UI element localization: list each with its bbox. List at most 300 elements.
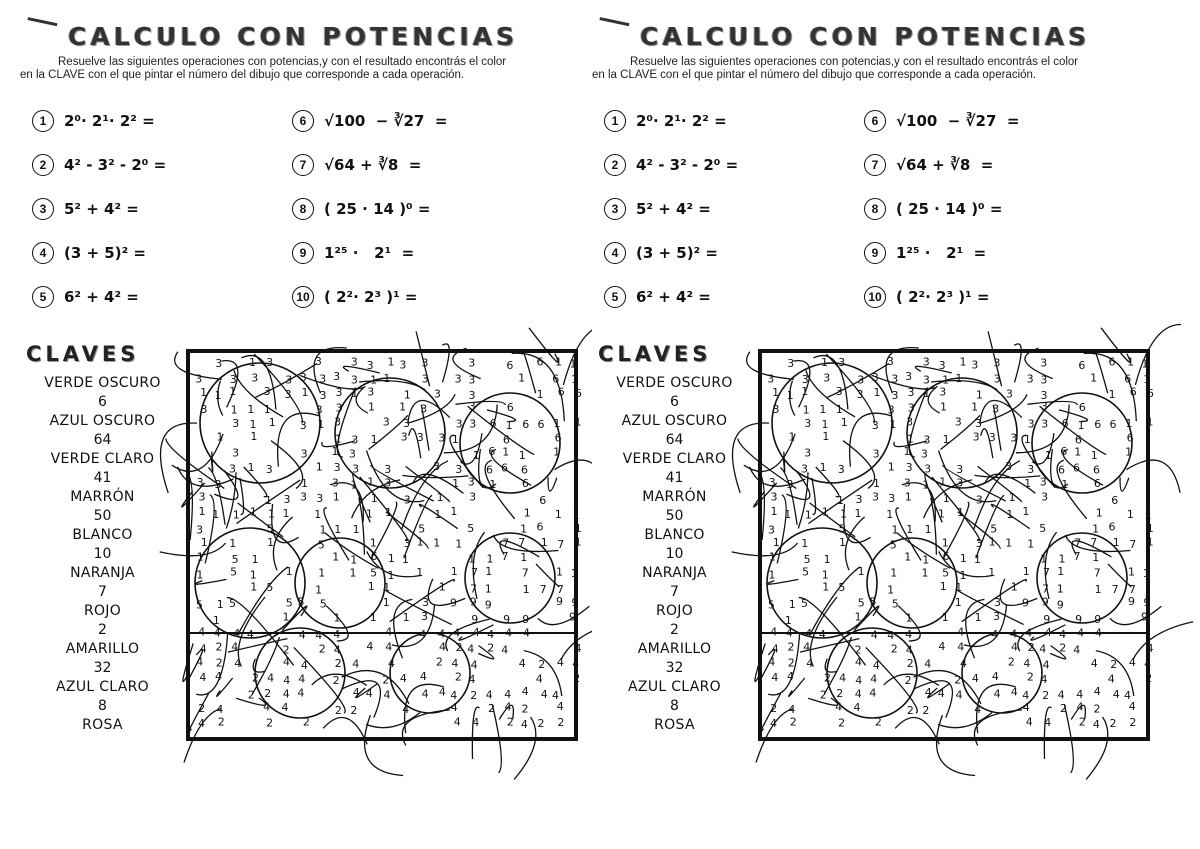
region-number: 1 xyxy=(351,387,359,401)
operation-3 xyxy=(604,198,711,220)
region-number: 1 xyxy=(770,505,778,519)
region-number: 3 xyxy=(399,358,407,372)
region-number: 3 xyxy=(421,372,429,386)
region-number: 1 xyxy=(804,508,812,522)
region-number: 3 xyxy=(1041,490,1049,504)
region-number: 4 xyxy=(366,640,374,654)
region-number: 4 xyxy=(785,626,793,640)
operation-expression: √64 + ∛8 = xyxy=(324,156,422,174)
region-number: 4 xyxy=(419,670,427,684)
region-number: 1 xyxy=(317,417,325,431)
region-number: 4 xyxy=(438,685,446,699)
region-number: 1 xyxy=(214,388,222,402)
region-number: 1 xyxy=(988,565,996,579)
region-number: 1 xyxy=(301,386,309,399)
region-number: 4 xyxy=(924,685,932,699)
region-number: 1 xyxy=(1092,522,1100,536)
region-number: 3 xyxy=(438,431,446,445)
region-number: 4 xyxy=(504,687,512,701)
region-number: 7 xyxy=(521,566,529,580)
region-number: 4 xyxy=(487,628,495,642)
region-number: 2 xyxy=(470,688,478,702)
key-color: NARANJA xyxy=(642,565,707,581)
region-number: 2 xyxy=(557,716,565,730)
operation-expression: 2⁰· 2¹· 2² = xyxy=(636,112,727,130)
key-color: ROJO xyxy=(83,603,122,619)
key-value: 8 xyxy=(670,698,679,714)
region-number: 6 xyxy=(1073,461,1080,475)
region-number: 1 xyxy=(940,400,947,414)
region-number: 1 xyxy=(232,508,240,522)
region-number: 3 xyxy=(300,447,308,461)
region-number: 3 xyxy=(1005,387,1013,401)
region-number: 4 xyxy=(960,657,967,671)
region-number: 1 xyxy=(801,537,809,551)
region-number: 4 xyxy=(556,700,564,714)
operation-number: 10 xyxy=(864,286,886,308)
region-number: 1 xyxy=(315,583,323,597)
region-number: 1 xyxy=(229,537,237,551)
region-number: 5 xyxy=(297,595,305,609)
region-number: 1 xyxy=(954,595,962,609)
region-number: 1 xyxy=(768,568,776,582)
region-number: 2 xyxy=(334,657,342,671)
region-number: 3 xyxy=(954,415,962,429)
key-value: 32 xyxy=(665,660,684,676)
operation-4 xyxy=(604,242,718,264)
region-number: 1 xyxy=(1127,355,1135,369)
region-number: 1 xyxy=(352,522,360,536)
operation-number: 6 xyxy=(292,110,314,132)
region-number: 6 xyxy=(1074,433,1082,447)
region-number: 1 xyxy=(941,611,949,625)
region-number: 3 xyxy=(922,355,930,369)
region-number: 4 xyxy=(1128,700,1136,714)
region-number: 2 xyxy=(332,673,340,687)
region-number: 5 xyxy=(869,595,877,609)
region-number: 4 xyxy=(974,703,982,717)
region-number: 3 xyxy=(468,400,476,414)
region-outline xyxy=(1120,477,1129,491)
region-outline xyxy=(323,718,367,745)
region-number: 1 xyxy=(975,388,983,402)
region-number: 1 xyxy=(959,552,967,565)
region-number: 1 xyxy=(518,448,526,462)
region-number: 1 xyxy=(385,506,392,520)
region-number: 1 xyxy=(216,430,224,444)
region-number: 3 xyxy=(907,385,915,399)
region-number: 4 xyxy=(472,625,480,639)
region-number: 3 xyxy=(956,476,964,490)
region-number: 4 xyxy=(451,657,459,671)
operation-3 xyxy=(32,198,139,220)
region-number: 3 xyxy=(786,477,794,491)
region-number: 3 xyxy=(433,387,441,401)
region-number: 1 xyxy=(416,535,424,549)
region-number: 4 xyxy=(283,673,291,687)
region-number: 7 xyxy=(539,583,547,597)
key-color: VERDE OSCURO xyxy=(44,375,161,391)
region-number: 1 xyxy=(438,580,446,594)
region-number: 1 xyxy=(331,445,339,459)
region-number: 1 xyxy=(854,610,862,624)
region-number: 3 xyxy=(804,446,812,460)
instructions-line-1: Resuelve las siguientes operaciones con potencias,y con el resultado encontrás el color xyxy=(58,56,507,68)
region-number: 4 xyxy=(1077,626,1085,640)
region-number: 4 xyxy=(383,688,391,702)
region-number: 4 xyxy=(839,671,847,685)
region-number: 5 xyxy=(231,553,239,567)
region-number: 3 xyxy=(872,447,880,461)
region-number: 1 xyxy=(786,388,794,402)
region-number: 2 xyxy=(538,658,546,672)
region-number: 3 xyxy=(835,385,843,399)
region-number: 3 xyxy=(403,537,411,550)
region-number: 1 xyxy=(505,418,513,432)
region-outline xyxy=(1127,460,1181,493)
region-number: 4 xyxy=(1023,657,1031,671)
region-number: 2 xyxy=(854,643,862,657)
region-number: 1 xyxy=(370,491,378,505)
region-number: 3 xyxy=(454,372,462,386)
region-outline xyxy=(240,478,244,514)
region-number: 3 xyxy=(384,462,392,476)
region-number: 1 xyxy=(212,613,220,627)
region-number: 6 xyxy=(1124,372,1132,386)
region-number: 1 xyxy=(434,508,442,522)
region-number: 1 xyxy=(1027,537,1035,551)
region-outline xyxy=(810,503,856,537)
region-number: 5 xyxy=(838,580,846,594)
operation-number: 8 xyxy=(292,198,314,220)
region-number: 1 xyxy=(854,506,862,520)
region-number: 2 xyxy=(922,703,930,717)
region-number: 2 xyxy=(1026,670,1034,684)
operation-expression: 4² - 3² - 2⁰ = xyxy=(64,156,167,174)
region-number: 1 xyxy=(1008,490,1016,504)
region-number: 1 xyxy=(369,536,377,550)
region-number: 1 xyxy=(922,478,930,492)
operation-number: 1 xyxy=(32,110,54,132)
operation-number: 8 xyxy=(864,198,886,220)
region-number: 9 xyxy=(571,596,579,610)
region-number: 4 xyxy=(955,688,963,702)
region-number: 1 xyxy=(1023,433,1031,447)
region-number: 4 xyxy=(216,702,224,716)
region-number: 3 xyxy=(200,403,208,416)
region-number: 1 xyxy=(1022,505,1030,519)
region-number: 1 xyxy=(784,613,792,627)
region-number: 4 xyxy=(1025,626,1033,640)
region-number: 1 xyxy=(350,553,358,567)
region-number: 2 xyxy=(838,716,846,730)
region-number: 6 xyxy=(1093,463,1100,477)
region-number: 1 xyxy=(1061,477,1069,491)
region-number: 3 xyxy=(857,373,865,387)
region-number: 4 xyxy=(450,701,458,715)
region-number: 6 xyxy=(1129,385,1137,399)
region-number: 2 xyxy=(266,716,274,730)
region-number: 1 xyxy=(367,580,375,594)
region-number: 4 xyxy=(1010,685,1018,699)
region-number: 3 xyxy=(196,476,204,490)
region-number: 4 xyxy=(1025,715,1033,729)
region-number: 9 xyxy=(1094,613,1102,626)
region-number: 4 xyxy=(869,686,877,700)
region-number: 3 xyxy=(232,417,240,431)
region-number: 1 xyxy=(955,581,963,595)
region-number: 3 xyxy=(993,372,1001,386)
region-number: 1 xyxy=(1090,448,1098,462)
region-number: 1 xyxy=(282,610,290,624)
region-number: 2 xyxy=(904,673,912,687)
region-number: 6 xyxy=(554,431,562,445)
region-number: 1 xyxy=(837,494,844,507)
region-number: 3 xyxy=(922,373,930,387)
region-number: 3 xyxy=(770,490,778,504)
region-number: 1 xyxy=(974,553,981,567)
region-number: 4 xyxy=(315,628,323,642)
region-number: 4 xyxy=(421,687,429,701)
region-number: 3 xyxy=(284,387,292,401)
region-number: 6 xyxy=(1078,358,1086,372)
region-number: 6 xyxy=(488,445,496,459)
region-number: 4 xyxy=(231,640,239,654)
region-number: 1 xyxy=(370,373,378,387)
region-number: 5 xyxy=(767,598,775,612)
region-number: 6 xyxy=(1058,463,1065,477)
region-number: 1 xyxy=(857,565,865,579)
region-number: 2 xyxy=(537,717,545,730)
region-number: 7 xyxy=(1042,582,1049,596)
region-number: 3 xyxy=(975,493,983,507)
region-number: 1 xyxy=(518,371,526,385)
region-number: 3 xyxy=(887,403,895,417)
instructions xyxy=(592,56,1152,82)
operation-1 xyxy=(32,110,155,132)
region-number: 4 xyxy=(924,657,932,671)
region-number: 1 xyxy=(1077,418,1085,432)
region-number: 1 xyxy=(268,416,276,429)
operation-expression: ( 25 · 14 )⁰ = xyxy=(324,200,431,218)
region-number: 2 xyxy=(874,715,882,729)
region-number: 4 xyxy=(352,685,360,699)
region-number: 7 xyxy=(557,537,565,551)
region-outline xyxy=(273,517,292,570)
region-number: 1 xyxy=(1095,506,1103,520)
region-number: 9 xyxy=(484,598,492,612)
key-color: ROSA xyxy=(654,717,695,733)
operation-number: 9 xyxy=(292,242,314,264)
region-number: 1 xyxy=(318,566,326,580)
region-number: 5 xyxy=(1039,521,1047,535)
key-color: AZUL CLARO xyxy=(628,679,721,695)
instructions-line-2: en la CLAVE con el que pintar el número del dibujo que corresponde a cada operación. xyxy=(592,69,1037,81)
instructions xyxy=(20,56,580,82)
region-number: 1 xyxy=(536,388,544,402)
region-number: 4 xyxy=(505,626,513,640)
region-number: 1 xyxy=(959,355,967,369)
region-outline xyxy=(1133,622,1193,660)
worksheet-copy-left xyxy=(20,18,582,733)
region-number: 1 xyxy=(941,536,949,550)
region-number: 4 xyxy=(215,670,222,684)
region-outline xyxy=(915,366,951,373)
region-number: 1 xyxy=(436,490,444,504)
region-number: 6 xyxy=(552,372,560,386)
region-outline xyxy=(529,328,558,362)
region-number: 1 xyxy=(772,535,780,549)
region-number: 1 xyxy=(821,568,829,582)
region-outline xyxy=(343,366,379,373)
region-number: 1 xyxy=(468,552,476,566)
region-number: 3 xyxy=(382,415,390,429)
region-number: 1 xyxy=(906,432,914,446)
region-number: 4 xyxy=(770,625,778,639)
region-number: 3 xyxy=(939,385,947,399)
region-number: 9 xyxy=(1043,612,1051,626)
region-number: 3 xyxy=(872,490,879,504)
operation-7 xyxy=(864,154,993,176)
region-number: 1 xyxy=(247,403,255,417)
region-number: 1 xyxy=(247,460,255,474)
region-number: 1 xyxy=(472,449,480,462)
region-number: 1 xyxy=(450,565,458,578)
region-number: 7 xyxy=(1074,536,1082,550)
region-number: 1 xyxy=(1146,521,1154,535)
region-number: 3 xyxy=(1010,431,1018,445)
region-number: 6 xyxy=(1078,401,1086,415)
region-number: 4 xyxy=(1010,627,1018,641)
operation-expression: 1²⁵ · 2¹ = xyxy=(324,244,415,262)
region-number: 1 xyxy=(887,460,895,474)
region-number: 2 xyxy=(247,688,255,702)
region-outline xyxy=(783,452,784,472)
region-number: 3 xyxy=(265,462,273,476)
region-number: 6 xyxy=(1108,355,1116,369)
region-number: 1 xyxy=(367,475,375,489)
region-number: 3 xyxy=(923,433,931,447)
region-outline xyxy=(366,713,420,728)
region-number: 4 xyxy=(333,643,341,657)
region-number: 4 xyxy=(1076,687,1084,701)
region-number: 4 xyxy=(938,640,946,654)
region-number: 4 xyxy=(870,628,878,642)
operation-number: 2 xyxy=(604,154,626,176)
region-number: 6 xyxy=(1146,386,1154,400)
region-number: 6 xyxy=(557,385,565,399)
region-number: 1 xyxy=(522,583,530,597)
operation-expression: ( 2²· 2³ )¹ = xyxy=(896,288,990,306)
region-number: 1 xyxy=(553,416,561,430)
region-number: 1 xyxy=(416,565,424,579)
region-number: 4 xyxy=(501,643,509,657)
region-number: 7 xyxy=(1128,583,1136,597)
region-number: 4 xyxy=(504,700,512,714)
key-color: ROJO xyxy=(655,603,694,619)
region-number: 4 xyxy=(385,625,393,639)
region-number: 1 xyxy=(572,508,580,522)
region-number: 1 xyxy=(1143,372,1151,386)
region-number: 4 xyxy=(957,640,965,654)
operation-9 xyxy=(292,242,414,264)
region-number: 2 xyxy=(906,657,914,671)
region-number: 1 xyxy=(332,550,340,564)
operation-1 xyxy=(604,110,727,132)
region-number: 5 xyxy=(801,597,808,610)
region-number: 1 xyxy=(315,460,323,474)
region-number: 3 xyxy=(787,357,795,370)
region-number: 3 xyxy=(350,355,358,369)
region-number: 3 xyxy=(251,371,259,385)
region-number: 2 xyxy=(487,641,495,655)
region-number: 5 xyxy=(285,596,293,610)
key-value: 6 xyxy=(98,394,107,410)
region-number: 1 xyxy=(301,477,308,490)
region-outline xyxy=(964,605,1007,647)
region-number: 3 xyxy=(196,523,203,537)
region-number: 1 xyxy=(1005,536,1013,550)
key-color: MARRÓN xyxy=(642,489,707,505)
region-number: 3 xyxy=(938,359,946,372)
region-number: 6 xyxy=(501,461,508,475)
region-number: 1 xyxy=(333,611,341,625)
region-number: 4 xyxy=(352,657,360,671)
operation-expression: (3 + 5)² = xyxy=(636,244,718,262)
region-number: 1 xyxy=(554,508,562,522)
region-number: 3 xyxy=(285,373,293,387)
region-outline xyxy=(980,394,1028,423)
operation-expression: (3 + 5)² = xyxy=(64,244,146,262)
region-number: 2 xyxy=(1145,672,1153,686)
region-number: 3 xyxy=(335,401,343,415)
region-number: 2 xyxy=(488,701,495,715)
region-outline xyxy=(538,606,589,624)
region-number: 3 xyxy=(334,415,342,429)
region-number: 4 xyxy=(805,626,813,640)
region-number: 1 xyxy=(1108,388,1116,402)
region-number: 2 xyxy=(1129,716,1137,730)
region-number: 1 xyxy=(873,477,880,490)
region-number: 4 xyxy=(246,628,254,641)
region-number: 1 xyxy=(267,536,274,549)
region-number: 1 xyxy=(974,610,982,624)
region-number: 1 xyxy=(402,610,410,624)
region-number: 1 xyxy=(403,388,411,402)
region-number: 5 xyxy=(229,597,236,610)
color-key-list xyxy=(592,374,757,735)
region-number: 9 xyxy=(450,596,457,610)
region-number: 1 xyxy=(249,505,257,519)
region-number: 1 xyxy=(1146,415,1154,429)
region-number: 1 xyxy=(455,537,463,551)
region-number: 3 xyxy=(903,476,911,490)
title-swoosh-decoration xyxy=(25,17,58,40)
region-number: 1 xyxy=(349,566,357,580)
region-number: 3 xyxy=(315,403,323,417)
region-number: 2 xyxy=(264,687,272,701)
region-number: 1 xyxy=(523,506,531,520)
region-number: 4 xyxy=(365,686,373,700)
region-number: 3 xyxy=(319,372,327,386)
region-number: 7 xyxy=(1043,566,1050,579)
region-number: 7 xyxy=(1073,550,1081,563)
region-number: 6 xyxy=(521,463,528,477)
operation-number: 5 xyxy=(604,286,626,308)
region-number: 3 xyxy=(956,462,964,476)
region-number: 1 xyxy=(1141,357,1149,371)
operation-number: 3 xyxy=(604,198,626,220)
